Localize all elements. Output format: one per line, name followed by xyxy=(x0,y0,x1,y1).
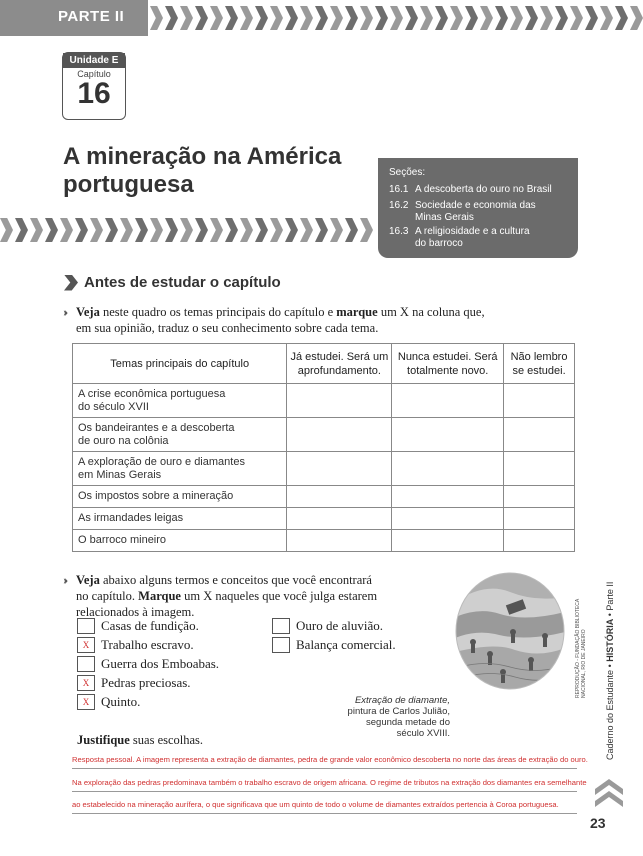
side-running-head xyxy=(595,580,625,760)
double-chevron-icon: ›› xyxy=(63,305,66,319)
chevron-decoration xyxy=(75,218,88,242)
answer-cell[interactable] xyxy=(287,508,392,530)
checkbox[interactable] xyxy=(272,618,290,634)
column-header: Já estudei. Será um aprofundamento. xyxy=(287,344,392,384)
answer-text-3[interactable]: ao estabelecido na mineração aurífera, o que significava que um quinto de todo o volume de diamantes extraídos pertencia à Coroa portuguesa. xyxy=(72,800,559,809)
answer-cell[interactable] xyxy=(504,418,575,452)
chevron-decoration xyxy=(345,218,358,242)
chevron-decoration xyxy=(210,6,223,30)
checkbox[interactable] xyxy=(77,618,95,634)
caption-line: século XVIII. xyxy=(396,728,450,739)
image-caption xyxy=(345,695,450,739)
checklist-item[interactable] xyxy=(77,637,194,653)
chevron-decoration xyxy=(630,6,643,30)
chevron-decoration xyxy=(135,218,148,242)
table-row xyxy=(73,452,575,486)
caption-line: pintura de Carlos Julião, xyxy=(347,706,450,717)
instruction-verb: Veja xyxy=(76,573,100,587)
chevron-decoration xyxy=(615,6,628,30)
section-number: 16.3 xyxy=(389,226,409,237)
chevron-decoration xyxy=(330,6,343,30)
chevron-decoration xyxy=(150,6,163,30)
chevron-decoration xyxy=(90,218,103,242)
caption-line: Extração de diamante, xyxy=(354,695,450,706)
chevron-decoration xyxy=(375,6,388,30)
topic-line: A exploração de ouro e diamantes xyxy=(78,455,245,468)
chevron-decoration xyxy=(240,6,253,30)
instruction-text: no capítulo. xyxy=(76,589,139,603)
topic-cell: O barroco mineiro xyxy=(73,530,287,552)
chevron-decoration xyxy=(225,6,238,30)
instruction-verb: Veja xyxy=(76,305,100,319)
checklist-label: Pedras preciosas. xyxy=(101,675,191,690)
answer-cell[interactable] xyxy=(392,530,504,552)
checkbox[interactable] xyxy=(77,656,95,672)
topic-cell xyxy=(73,384,287,418)
chevron-decoration xyxy=(390,6,403,30)
instruction-text: um X na coluna que, xyxy=(377,305,485,319)
section-item xyxy=(389,184,574,196)
checkbox[interactable]: X xyxy=(77,675,95,691)
chevron-decoration xyxy=(330,218,343,242)
chevron-decoration xyxy=(405,6,418,30)
topic-cell xyxy=(73,452,287,486)
section-text xyxy=(415,200,536,224)
section-number: 16.1 xyxy=(389,184,409,195)
column-header: Nunca estudei. Será totalmente novo. xyxy=(392,344,504,384)
checklist-item[interactable] xyxy=(272,637,396,653)
checklist-label: Trabalho escravo. xyxy=(101,637,194,652)
table-row xyxy=(73,530,575,552)
chevron-decoration xyxy=(495,6,508,30)
topic-line: de ouro na colônia xyxy=(78,434,169,447)
chevron-decoration xyxy=(60,218,73,242)
column-header: Não lembro se estudei. xyxy=(504,344,575,384)
justify-text: suas escolhas. xyxy=(129,733,204,747)
chevron-decoration xyxy=(315,6,328,30)
chevron-decoration xyxy=(555,6,568,30)
chapter-title-line1: A mineração na América xyxy=(63,143,342,170)
chevron-decoration xyxy=(510,6,523,30)
checklist-item[interactable] xyxy=(77,694,140,710)
chevron-decoration xyxy=(570,6,583,30)
column-header: Temas principais do capítulo xyxy=(73,344,287,384)
parte-label: PARTE II xyxy=(58,8,125,25)
checklist-item[interactable] xyxy=(272,618,383,634)
checkbox[interactable]: X xyxy=(77,637,95,653)
instruction-table xyxy=(63,304,583,336)
answer-cell[interactable] xyxy=(287,418,392,452)
chevron-decoration xyxy=(255,6,268,30)
justify-prompt xyxy=(77,732,203,748)
chevron-decoration xyxy=(210,218,223,242)
chevron-decoration xyxy=(360,218,373,242)
chevron-decoration xyxy=(450,6,463,30)
checklist-label: Ouro de aluvião. xyxy=(296,618,384,633)
answer-cell[interactable] xyxy=(392,384,504,418)
answer-rule xyxy=(72,791,577,792)
instruction-text-line2: em sua opinião, traduz o seu conhecimento sobre cada tema. xyxy=(76,321,379,335)
sections-heading: Seções: xyxy=(389,167,426,178)
title-chevrons xyxy=(0,218,378,242)
chevron-decoration xyxy=(180,218,193,242)
credit-line2: NACIONAL, RIO DE JANEIRO xyxy=(581,629,587,698)
chevron-decoration xyxy=(225,218,238,242)
image-credit xyxy=(574,578,586,698)
chevron-decoration xyxy=(30,218,43,242)
answer-text-1[interactable]: Resposta pessoal. A imagem representa a extração de diamantes, pedra de grande valor econômico descoberta no norte das áreas de extração do ouro. xyxy=(72,755,588,764)
section-text: A descoberta do ouro no Brasil xyxy=(415,184,552,195)
chevron-decoration xyxy=(540,6,553,30)
unit-label: Unidade E xyxy=(63,53,125,68)
table-row xyxy=(73,418,575,452)
chevron-decoration xyxy=(585,6,598,30)
chevron-decoration xyxy=(0,218,13,242)
chevron-decoration xyxy=(465,6,478,30)
section-text-line: Sociedade e economia das xyxy=(415,200,536,211)
section-heading-text: Antes de estudar o capítulo xyxy=(84,274,281,291)
answer-cell[interactable] xyxy=(287,452,392,486)
instruction-text: neste quadro os temas principais do capítulo e xyxy=(99,305,337,319)
checklist-item[interactable] xyxy=(77,618,199,634)
parte-banner xyxy=(0,0,148,36)
checklist-item[interactable] xyxy=(77,656,219,672)
diamond-extraction-painting xyxy=(455,572,565,690)
chevron-decoration xyxy=(120,218,133,242)
topic-cell xyxy=(73,418,287,452)
chevron-decoration xyxy=(195,6,208,30)
chapter-title xyxy=(63,143,383,199)
table-row xyxy=(73,486,575,508)
caption-line: segunda metade do xyxy=(366,717,450,728)
chevron-decoration xyxy=(285,6,298,30)
chevron-decoration xyxy=(150,218,163,242)
instruction-image xyxy=(63,572,443,620)
chevron-decoration xyxy=(420,6,433,30)
chevron-decoration xyxy=(435,6,448,30)
answer-cell[interactable] xyxy=(504,530,575,552)
section-text-line: Minas Gerais xyxy=(415,212,474,223)
chevron-decoration xyxy=(270,6,283,30)
section-number: 16.2 xyxy=(389,200,409,211)
table-row xyxy=(73,508,575,530)
instruction-verb: Marque xyxy=(138,589,181,603)
chevron-decoration xyxy=(315,218,328,242)
sections-box xyxy=(378,158,578,258)
instruction-text: relacionados à imagem. xyxy=(76,605,195,619)
answer-cell[interactable] xyxy=(504,486,575,508)
answer-cell[interactable] xyxy=(287,384,392,418)
header-chevrons xyxy=(150,6,638,30)
chevron-decoration xyxy=(15,218,28,242)
running-head-text: Caderno do Estudante • HISTÓRIA • Parte II xyxy=(605,581,615,760)
checklist-label: Quinto. xyxy=(101,694,141,709)
answer-rule xyxy=(72,813,577,814)
section-text-line: A religiosidade e a cultura xyxy=(415,226,530,237)
topic-cell: As irmandades leigas xyxy=(73,508,287,530)
chevron-decoration xyxy=(300,218,313,242)
section-item xyxy=(389,200,574,224)
section-heading xyxy=(64,274,281,291)
instruction-text: abaixo alguns termos e conceitos que você encontrará xyxy=(99,573,372,587)
chevron-decoration xyxy=(525,6,538,30)
answer-text-2[interactable]: Na exploração das pedras predominava também o trabalho escravo de origem africana. O regime de tributos na extração dos diamantes era semelhante xyxy=(72,778,587,787)
table-row xyxy=(73,384,575,418)
section-text xyxy=(415,226,530,250)
chevron-decoration xyxy=(240,218,253,242)
chevron-decoration xyxy=(480,6,493,30)
answer-cell[interactable] xyxy=(504,508,575,530)
justify-verb: Justifique xyxy=(77,733,130,747)
answer-cell[interactable] xyxy=(392,418,504,452)
answer-cell[interactable] xyxy=(504,384,575,418)
topic-line: em Minas Gerais xyxy=(78,468,162,481)
instruction-text: um X naqueles que você julga estarem xyxy=(180,589,378,603)
chevron-decoration xyxy=(180,6,193,30)
topic-cell: Os impostos sobre a mineração xyxy=(73,486,287,508)
chevron-decoration xyxy=(165,218,178,242)
chevron-decoration xyxy=(255,218,268,242)
answer-cell[interactable] xyxy=(392,452,504,486)
section-text-line: do barroco xyxy=(415,238,463,249)
checklist-item[interactable] xyxy=(77,675,191,691)
chapter-number: 16 xyxy=(77,77,111,110)
chevron-right-icon xyxy=(64,275,78,291)
chevron-decoration xyxy=(285,218,298,242)
chevron-decoration xyxy=(345,6,358,30)
topic-line: Os bandeirantes e a descoberta xyxy=(78,421,235,434)
page-number: 23 xyxy=(590,815,606,831)
topic-line: do século XVII xyxy=(78,400,149,413)
chevron-decoration xyxy=(105,218,118,242)
chevron-decoration xyxy=(195,218,208,242)
knowledge-table xyxy=(72,343,575,552)
checkbox[interactable] xyxy=(272,637,290,653)
instruction-verb: marque xyxy=(336,305,378,319)
answer-cell[interactable] xyxy=(392,508,504,530)
chapter-badge xyxy=(62,52,126,120)
checklist-label: Balança comercial. xyxy=(296,637,396,652)
checkbox[interactable]: X xyxy=(77,694,95,710)
answer-cell[interactable] xyxy=(504,452,575,486)
page-corner-chevrons xyxy=(593,775,625,811)
table-header-row xyxy=(73,344,575,384)
section-item xyxy=(389,226,574,250)
chevron-decoration xyxy=(600,6,613,30)
answer-cell[interactable] xyxy=(392,486,504,508)
double-chevron-icon: ›› xyxy=(63,573,66,587)
chevron-decoration xyxy=(270,218,283,242)
chevron-decoration xyxy=(45,218,58,242)
credit-line1: REPRODUÇÃO - FUNDAÇÃO BIBLIOTECA xyxy=(575,598,581,698)
chapter-label: Capítulo xyxy=(77,69,111,79)
topic-line: A crise econômica portuguesa xyxy=(78,387,226,400)
chapter-title-line2: portuguesa xyxy=(63,171,194,198)
answer-cell[interactable] xyxy=(287,530,392,552)
chevron-decoration xyxy=(360,6,373,30)
chevron-decoration xyxy=(300,6,313,30)
answer-cell[interactable] xyxy=(287,486,392,508)
answer-rule xyxy=(72,768,577,769)
checklist-label: Guerra dos Emboabas. xyxy=(101,656,220,671)
chevron-decoration xyxy=(165,6,178,30)
checklist-label: Casas de fundição. xyxy=(101,618,199,633)
